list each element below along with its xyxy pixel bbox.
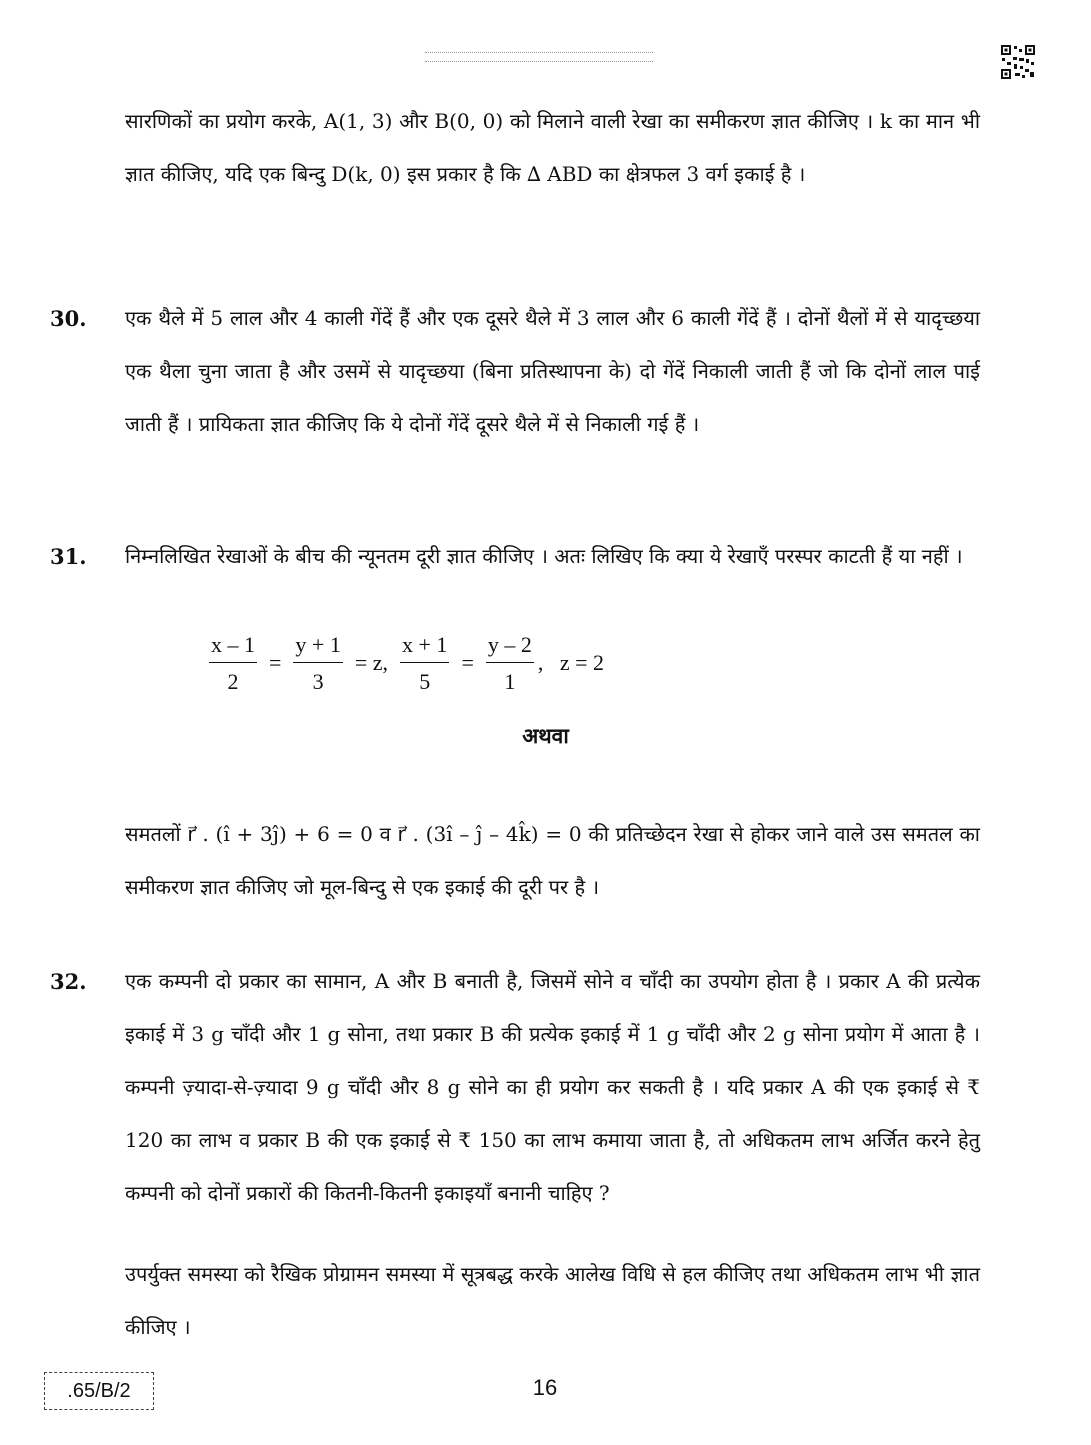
or-heading: अथवा bbox=[522, 723, 569, 748]
equals-sign: = bbox=[461, 650, 474, 675]
fraction-numerator: x – 1 bbox=[209, 632, 257, 663]
fraction-denominator: 3 bbox=[312, 668, 324, 694]
header-microtext-strip bbox=[425, 52, 653, 62]
question-32-instruction: उपर्युक्त समस्या को रैखिक प्रोग्रामन समस्या में सूत्रबद्ध करके आलेख विधि से हल कीजिए तथा अधिकतम लाभ भी ज्ञात कीजिए । bbox=[125, 1262, 980, 1339]
qr-code-icon bbox=[1000, 44, 1036, 80]
fraction-denominator: 1 bbox=[504, 668, 516, 694]
fraction bbox=[486, 632, 534, 695]
fraction bbox=[293, 632, 342, 695]
z-equals-2: , z = 2 bbox=[537, 650, 605, 675]
paper-code: .65/B/2 bbox=[44, 1372, 154, 1410]
question-30-number: 30. bbox=[50, 306, 87, 331]
equals-sign: = bbox=[269, 650, 282, 675]
question-32-text: एक कम्पनी दो प्रकार का सामान, A और B बनाती है, जिसमें सोने व चाँदी का उपयोग होता है । प्रकार A की प्रत्येक इकाई में 3 g चाँदी और 1 g सोना, तथा प्रकार B की प्रत्येक इकाई में 1 g चाँदी और 2 g सोना प्रयोग में आता है । कम्पनी ज़्यादा-से-ज़्यादा 9 g चाँदी और 8 g सोने का ही प्रयोग कर सकती है । यदि प्रकार A की एक इकाई से ₹ 120 का लाभ व प्रकार B की एक इकाई से ₹ 150 का लाभ कमाया जाता है, तो अधिकतम लाभ अर्जित करने हेतु कम्पनी को दोनों प्रकारों की कितनी-कितनी इकाइयाँ बनानी चाहिए ? bbox=[125, 969, 980, 1205]
fraction-denominator: 2 bbox=[227, 668, 239, 694]
page-number: 16 bbox=[532, 1375, 558, 1400]
line-equations bbox=[205, 630, 604, 696]
question-31-text: निम्नलिखित रेखाओं के बीच की न्यूनतम दूरी ज्ञात कीजिए । अतः लिखिए कि क्या ये रेखाएँ परस्पर काटती हैं या नहीं । bbox=[125, 544, 963, 568]
question-30-text: एक थैले में 5 लाल और 4 काली गेंदें हैं और एक दूसरे थैले में 3 लाल और 6 काली गेंदें हैं । दोनों थैलों में से यादृच्छया एक थैला चुना जाता है और उसमें से यादृच्छया (बिना प्रतिस्थापना के) दो गेंदें निकाली जाती हैं जो कि दोनों लाल पाई जाती हैं । प्रायिकता ज्ञात कीजिए कि ये दोनों गेंदें दूसरे थैले में से निकाली गई हैं । bbox=[125, 306, 980, 436]
fraction-numerator: y – 2 bbox=[486, 632, 534, 663]
fraction-numerator: x + 1 bbox=[400, 632, 449, 663]
fraction bbox=[209, 632, 257, 695]
question-31-alternative-text: समतलों r⃗ . (î + 3ĵ) + 6 = 0 व r⃗ . (3î – ĵ – 4k̂) = 0 की प्रतिच्छेदन रेखा से होकर जाने वाले उस समतल का समीकरण ज्ञात कीजिए जो मूल-बिन्दु से एक इकाई की दूरी पर है । bbox=[125, 822, 980, 899]
equals-z: = z, bbox=[354, 650, 389, 675]
fraction-denominator: 5 bbox=[419, 668, 431, 694]
question-32-number: 32. bbox=[50, 969, 87, 994]
fraction bbox=[400, 632, 449, 695]
previous-question-text: सारणिकों का प्रयोग करके, A(1, 3) और B(0, 0) को मिलाने वाली रेखा का समीकरण ज्ञात कीजिए । k का मान भी ज्ञात कीजिए, यदि एक बिन्दु D(k, 0) इस प्रकार है कि ∆ ABD का क्षेत्रफल 3 वर्ग इकाई है । bbox=[125, 109, 980, 186]
fraction-numerator: y + 1 bbox=[293, 632, 342, 663]
question-31-number: 31. bbox=[50, 544, 87, 569]
